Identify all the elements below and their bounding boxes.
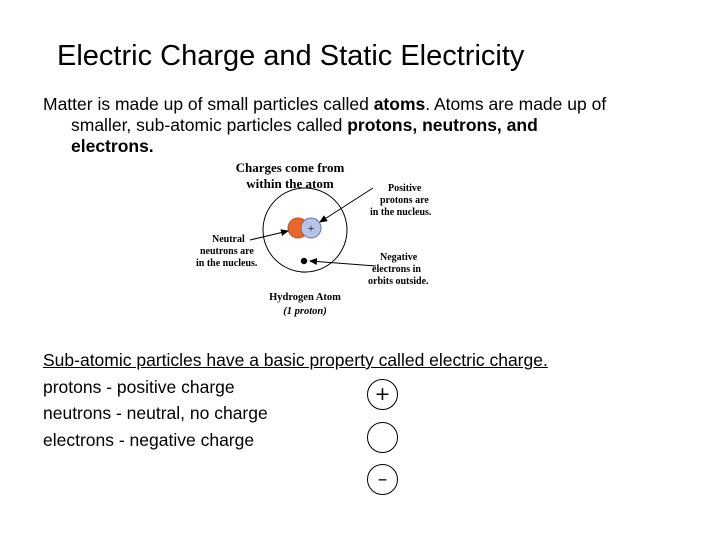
diagram-title-line: Charges come from [235, 160, 345, 175]
atom-caption: (1 proton) [283, 306, 327, 317]
negative-arrow [310, 261, 376, 266]
neutron-charge-text: neutrons - neutral, no charge [43, 403, 268, 423]
positive-label: in the nucleus. [370, 207, 432, 218]
positive-label: Positive [388, 183, 422, 194]
negative-label: Negative [380, 252, 418, 263]
neutral-arrow [250, 231, 288, 240]
atom-caption: Hydrogen Atom [269, 292, 341, 303]
hydrogen-atom-diagram [190, 158, 450, 323]
electron-charge-text: electrons - negative charge [43, 429, 255, 450]
proton-sign: + [307, 221, 315, 235]
intro-continuation [43, 115, 703, 157]
charge-heading: Sub-atomic particles have a basic property called electric charge. [43, 350, 548, 370]
electron-sign: – [301, 264, 307, 278]
intro-line-1 [43, 94, 703, 115]
slide-title: Electric Charge and Static Electricity [57, 40, 525, 72]
atoms-term: atoms [373, 94, 426, 114]
particles-term: protons, neutrons, and [347, 115, 538, 135]
positive-arrow [320, 188, 373, 222]
intro-text: Matter is made up of small particles called [43, 94, 374, 114]
positive-label: protons are [380, 195, 429, 206]
neutral-label: neutrons are [200, 246, 254, 257]
diagram-title-line: within the atom [246, 176, 334, 191]
neutral-charge-icon [367, 422, 398, 453]
intro-text: . Atoms are made up of [425, 94, 607, 114]
positive-charge-icon: + [367, 379, 398, 410]
negative-label: electrons in [372, 264, 421, 275]
intro-paragraph [43, 94, 703, 157]
neutral-label: in the nucleus. [196, 258, 258, 269]
negative-label: orbits outside. [368, 276, 429, 287]
electrons-term: electrons. [71, 136, 154, 156]
neutral-label: Neutral [212, 234, 245, 245]
proton-charge-text: protons - positive charge [43, 376, 235, 397]
intro-text: smaller, sub-atomic particles called [71, 115, 348, 135]
negative-charge-icon: – [367, 464, 398, 495]
